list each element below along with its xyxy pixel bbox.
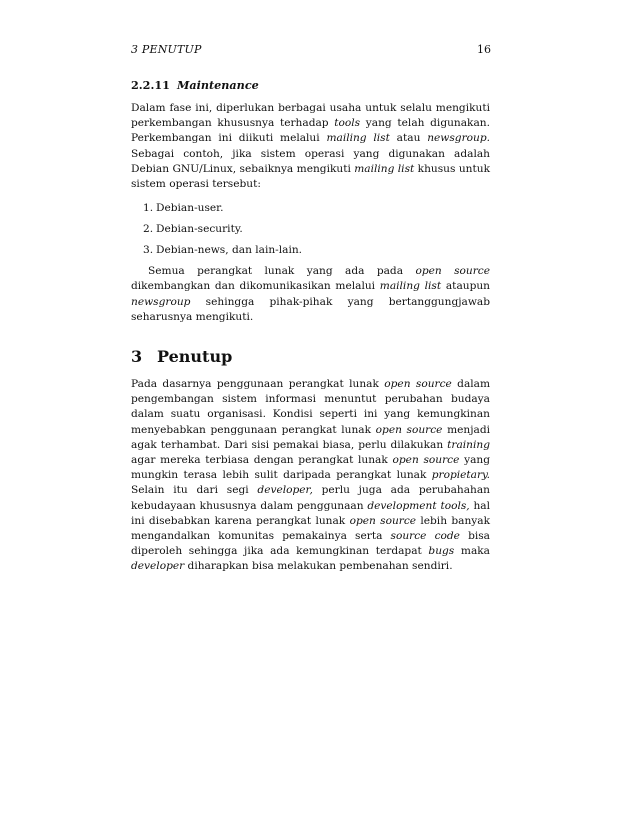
text-run: yang telah digunakan. Perkembangan ini diikuti melalui	[131, 117, 490, 145]
text-run: khusus untuk sistem operasi tersebut:	[131, 162, 490, 191]
text-run: diharapkan bisa melakukan pembenahan sendiri.	[184, 560, 453, 573]
text-run: agar mereka terbiasa dengan perangkat lunak	[131, 454, 393, 467]
subsection-heading	[118, 77, 490, 93]
subsection-title: Maintenance	[177, 78, 259, 92]
emphasis: open source	[392, 454, 460, 467]
text-run: atau	[389, 132, 428, 145]
mailing-list-list	[118, 201, 490, 258]
list-item-text: Debian-news, dan lain-lain.	[156, 244, 303, 257]
list-marker: 1.	[143, 202, 154, 215]
emphasis: open source	[384, 378, 452, 391]
emphasis: developer,	[257, 484, 313, 497]
list-item	[131, 243, 490, 258]
subsection-number: 2.2.11	[131, 78, 170, 92]
after-list-paragraph	[118, 264, 490, 325]
emphasis: newsgroup	[131, 295, 191, 308]
emphasis: open source	[415, 265, 490, 278]
text-run: maka	[454, 545, 490, 558]
text-run: dikembangkan dan dikomunikasikan melalui	[131, 280, 380, 293]
emphasis: mailing list	[354, 162, 415, 175]
emphasis: tools	[334, 117, 361, 130]
emphasis: source code	[390, 530, 460, 543]
text-run: sehingga pihak-pihak yang bertanggungjawab seharusnya mengikuti.	[131, 295, 490, 323]
emphasis: developer	[131, 560, 185, 573]
emphasis: mailing list	[326, 132, 390, 145]
list-item-text: Debian-user.	[156, 202, 224, 215]
list-item-text: Debian-security.	[156, 223, 243, 236]
text-run: perlu juga ada perubahahan kebudayaan khususnya dalam penggunaan	[131, 484, 490, 512]
intro-paragraph	[118, 101, 490, 192]
text-run: ataupun	[441, 280, 491, 293]
section-number: 3	[131, 347, 143, 367]
section-title: Penutup	[157, 347, 233, 367]
text-run: menjadi agak terhambat. Dari sisi pemakai biasa, perlu dilakukan	[131, 423, 490, 451]
text-run: Pada dasarnya penggunaan perangkat lunak	[131, 378, 385, 391]
text-run: lebih banyak mengandalkan komunitas pemakainya serta	[131, 514, 490, 543]
text-run: dalam pengembangan sistem informasi menuntut perubahan budaya dalam suatu organisasi. Kondisi seperti ini yang kemungkinan menyebabkan penggunaan perangkat lunak	[131, 378, 491, 436]
emphasis: bugs	[428, 545, 455, 558]
text-run: Sebagai contoh, jika sistem operasi yang digunakan adalah Debian GNU/Linux, sebaiknya mengikuti	[131, 147, 490, 175]
emphasis: open source	[349, 514, 417, 527]
text-run: Semua perangkat lunak yang ada pada	[148, 265, 416, 278]
list-marker: 2.	[143, 223, 154, 236]
text-run: Dalam fase ini, diperlukan berbagai usaha untuk selalu mengikuti perkembangan khususnya terhadap	[131, 102, 490, 130]
running-head	[118, 40, 490, 60]
document-page	[118, 40, 490, 575]
emphasis: mailing list	[379, 280, 442, 293]
list-marker: 3.	[143, 244, 154, 257]
text-run: bisa diperoleh sehingga jika ada kemungkinan terdapat	[131, 530, 490, 558]
emphasis: training	[447, 438, 490, 451]
text-run: yang mungkin terasa lebih sulit daripada perangkat lunak	[131, 454, 490, 482]
section-heading	[118, 346, 490, 368]
emphasis: propietary.	[431, 469, 490, 482]
text-run: hal ini disebabkan karena perangkat lunak	[131, 499, 490, 527]
page-number: 16	[477, 43, 491, 56]
emphasis: open source	[375, 423, 443, 436]
emphasis: development tools,	[367, 499, 470, 512]
closing-paragraph	[118, 377, 490, 575]
text-run: Selain itu dari segi	[131, 484, 258, 497]
running-head-chapter: 3 PENUTUP	[131, 43, 202, 56]
list-item	[131, 201, 490, 216]
emphasis: newsgroup.	[427, 132, 490, 145]
list-item	[131, 222, 490, 237]
